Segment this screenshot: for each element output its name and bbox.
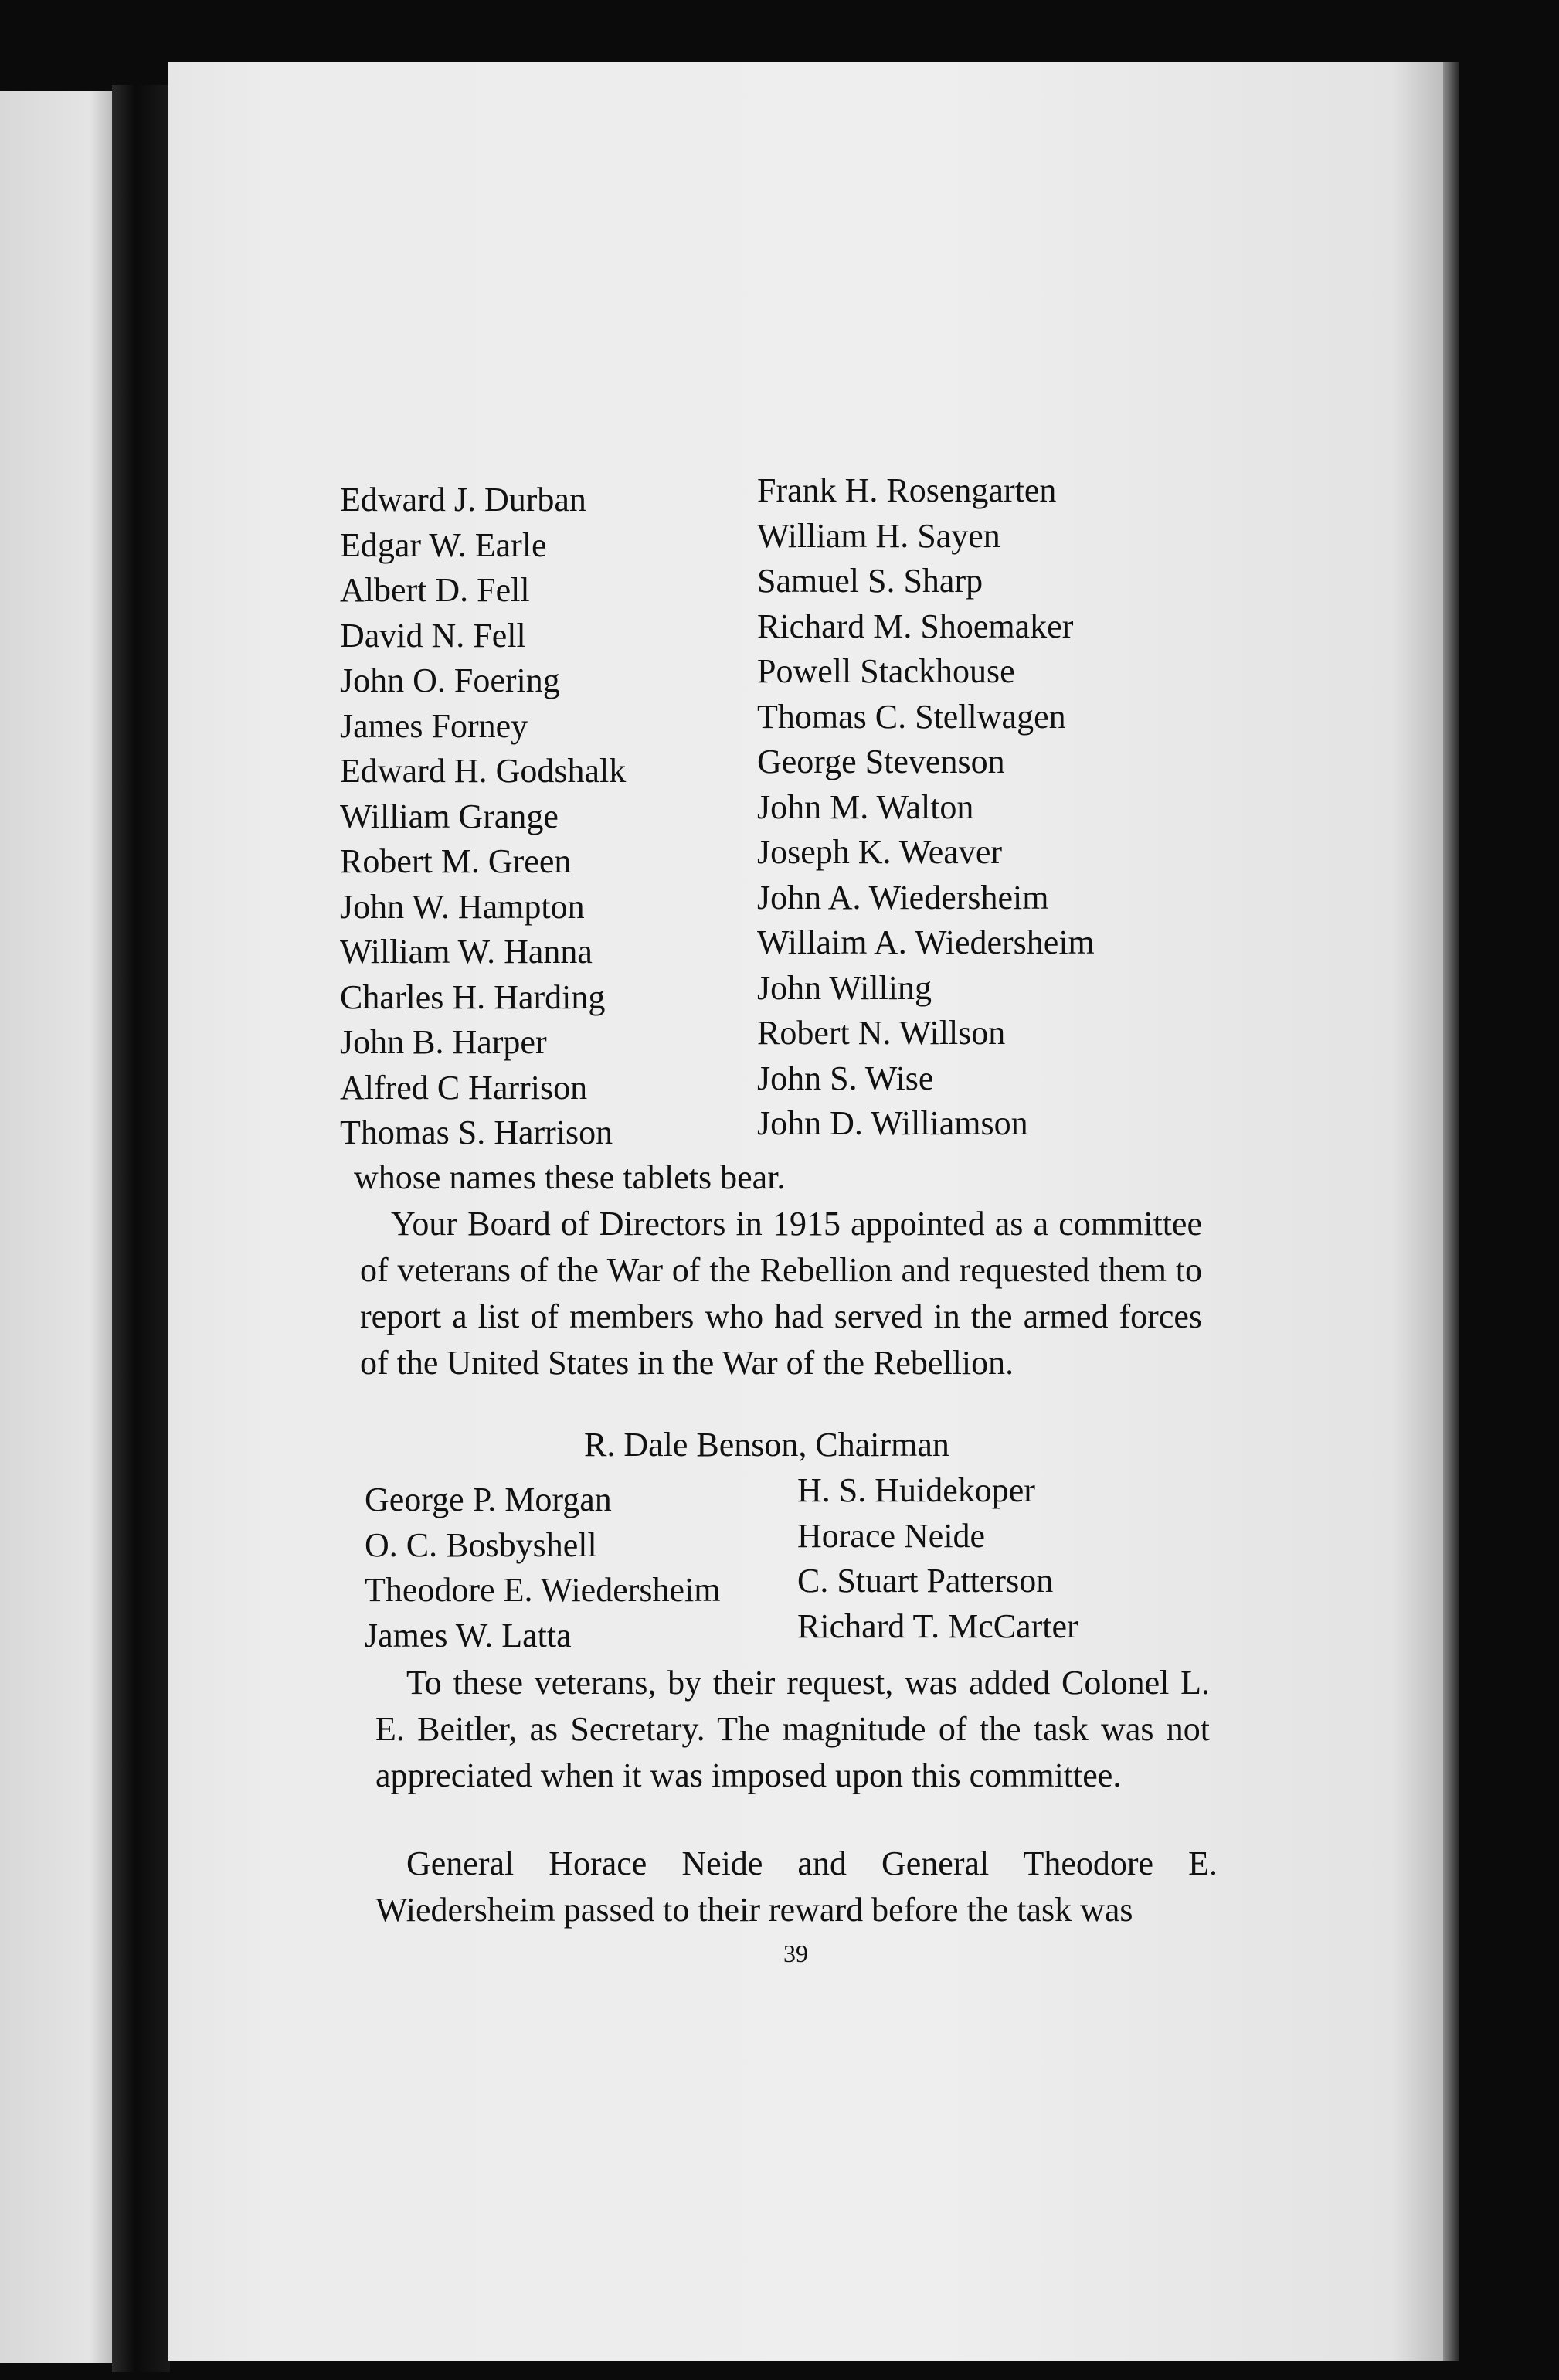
member-name: Thomas C. Stellwagen <box>757 697 1066 736</box>
member-name: John M. Walton <box>757 787 974 826</box>
veterans-paragraph: To these veterans, by their request, was added Colonel L. E. Beitler, as Secretary. The magnitude of the task was not appreciated when it was imposed upon this committee. <box>375 1664 1210 1794</box>
right-page-edge <box>1443 62 1459 2361</box>
member-name: John A. Wiedersheim <box>757 878 1049 916</box>
member-name: John B. Harper <box>340 1023 547 1061</box>
member-name: Charles H. Harding <box>340 978 606 1016</box>
member-name: John D. Williamson <box>757 1104 1028 1142</box>
member-name: William H. Sayen <box>757 516 1000 555</box>
member-name: Willaim A. Wiedersheim <box>757 923 1095 961</box>
committee-member: Horace Neide <box>797 1516 986 1555</box>
member-name: William W. Hanna <box>340 933 593 971</box>
member-names-left-column <box>340 478 626 1156</box>
committee-member: C. Stuart Patterson <box>797 1562 1054 1600</box>
committee-member: O. C. Bosbyshell <box>365 1525 597 1564</box>
left-page-edge <box>0 91 112 2363</box>
member-name: John O. Foering <box>340 661 560 699</box>
tablets-line: whose names these tablets bear. <box>354 1158 786 1196</box>
member-name: Frank H. Rosengarten <box>757 471 1057 509</box>
committee-left-column <box>365 1477 720 1658</box>
member-name: John S. Wise <box>757 1059 934 1097</box>
committee-member: Theodore E. Wiedersheim <box>365 1571 721 1609</box>
member-name: Edgar W. Earle <box>340 525 547 564</box>
book-spine-shadow <box>112 85 170 2372</box>
member-name: Samuel S. Sharp <box>757 562 983 600</box>
member-name: Richard M. Shoemaker <box>757 607 1074 645</box>
member-name: William Grange <box>340 797 559 835</box>
generals-paragraph: General Horace Neide and General Theodore E. Wiedersheim passed to their reward before the task was <box>375 1844 1218 1929</box>
member-name: Alfred C Harrison <box>340 1068 588 1107</box>
member-name: James Forney <box>340 706 528 745</box>
member-name: George Stevenson <box>757 743 1005 780</box>
member-name: Edward H. Godshalk <box>340 752 627 790</box>
committee-chairman: R. Dale Benson, Chairman <box>584 1426 949 1464</box>
member-name: Albert D. Fell <box>340 571 530 609</box>
member-name: John W. Hampton <box>340 887 585 926</box>
committee-member: Richard T. McCarter <box>797 1606 1078 1645</box>
committee-member: George P. Morgan <box>365 1481 612 1518</box>
member-name: Edward J. Durban <box>340 481 586 518</box>
committee-member: H. S. Huidekoper <box>797 1471 1035 1509</box>
member-name: David N. Fell <box>340 616 526 654</box>
member-name: Joseph K. Weaver <box>757 833 1003 871</box>
member-name: Robert M. Green <box>340 842 572 880</box>
committee-right-column <box>797 1468 1078 1649</box>
member-name: Robert N. Willson <box>757 1014 1006 1052</box>
member-name: Thomas S. Harrison <box>340 1114 613 1151</box>
committee-member: James W. Latta <box>365 1616 572 1654</box>
page-number: 39 <box>783 1940 808 1967</box>
board-paragraph: Your Board of Directors in 1915 appointed as a committee of veterans of the War of the Rebellion and requested them to report a list of members who had served in the armed forces of the United States in the War of the Rebellion. <box>360 1205 1202 1382</box>
member-names-right-column <box>757 468 1095 1147</box>
member-name: John Willing <box>757 968 932 1007</box>
member-name: Powell Stackhouse <box>757 652 1015 690</box>
